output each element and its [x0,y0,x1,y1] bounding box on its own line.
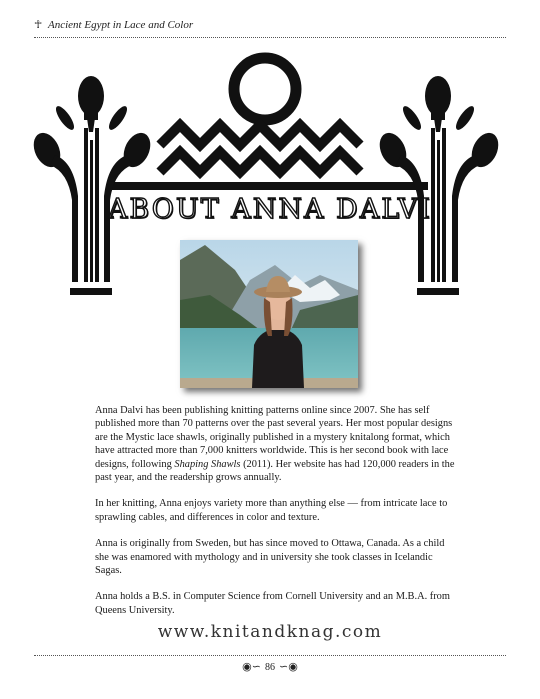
frame-bar [112,182,428,190]
portrait-photo-icon [180,240,358,388]
zigzag-line-1 [160,125,360,145]
eye-ornament-right-icon: ∽◉ [279,661,298,673]
bio-paragraph-3: Anna is originally from Sweden, but has since moved to Ottawa, Canada. As a child she was enamored with mythology and in university she took classes in Icelandic Sagas. [95,538,445,577]
bio-paragraph-4: Anna holds a B.S. in Computer Science from Cornell University and an M.B.A. from Queens University. [95,591,450,616]
book-title: Ancient Egypt in Lace and Color [48,19,194,31]
bio-paragraph-2: In her knitting, Anna enjoys variety more than anything else — from intricate lace to sprawling cables, and differences in color and texture. [95,498,448,523]
bio-paragraph-1: Anna Dalvi has been publishing knitting patterns online since 2007. She has self published more than 70 patterns over the past several years. Her most popular designs are the Mystic lace shawls, originally published in a mystery knitalong format, which have attracted more than 7,000 knitters worldwide. This is her second book with lace designs, following Shaping Shawls (2011). Her website has had 120,000 readers in the past year, and the readership grows annually. [95,405,455,484]
author-photo [180,240,358,388]
ankh-icon: ☥ [34,19,43,31]
author-bio [95,404,455,630]
sun-disc-icon [234,58,296,120]
website-link[interactable]: www.knitandknag.com [157,622,383,642]
footer-divider [34,655,506,656]
page-number: 86 [265,662,275,673]
page-heading: ABOUT ANNA DALVI [107,194,433,225]
book-title-shaping-shawls: Shaping Shawls [174,458,241,470]
page-footer [0,660,540,673]
eye-ornament-left-icon: ◉∽ [242,661,261,673]
zigzag-line-2 [160,152,360,172]
